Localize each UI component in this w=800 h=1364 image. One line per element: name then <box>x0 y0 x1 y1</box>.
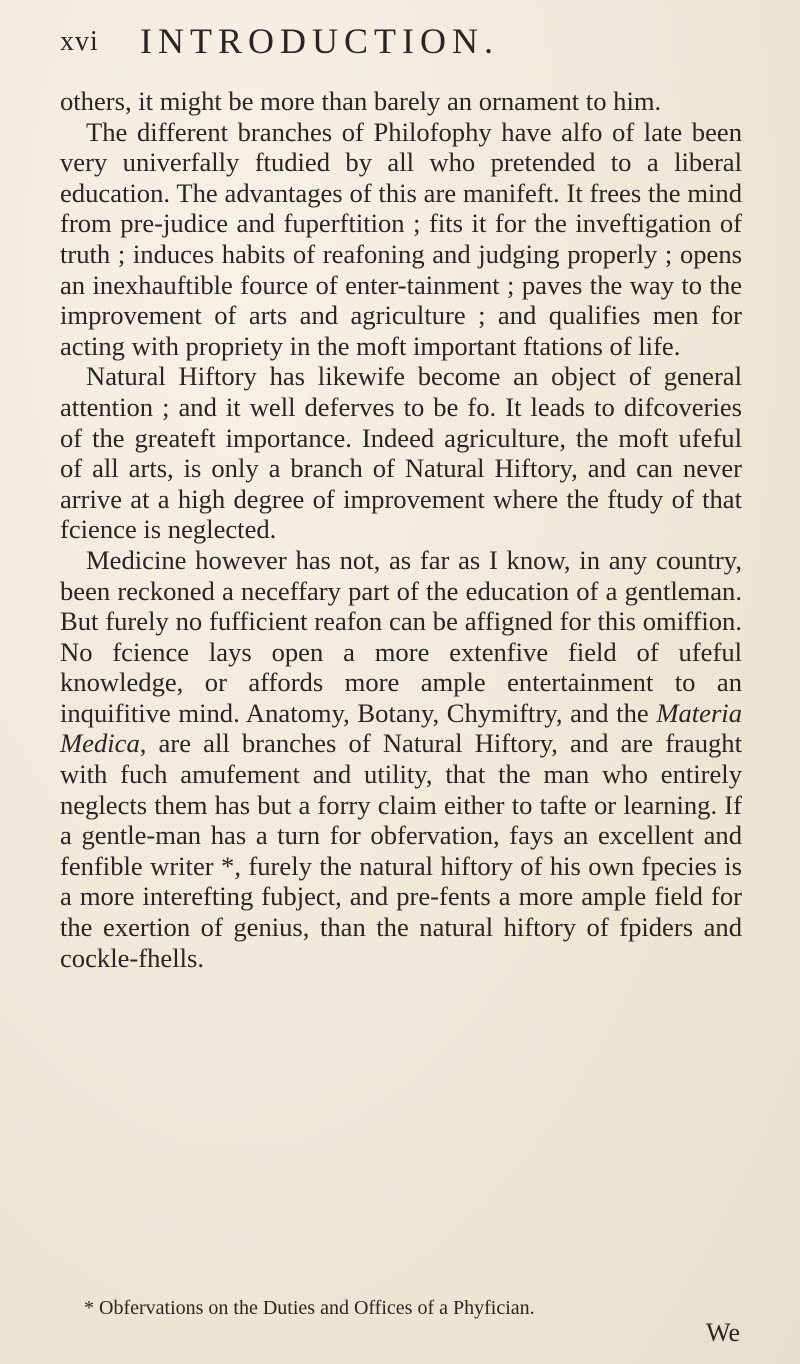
body-text <box>60 86 742 973</box>
page-header <box>60 14 740 62</box>
materia-medica-italic: Materia Medica <box>60 697 742 759</box>
paragraph-1: others, it might be more than barely an ornament to him. <box>60 86 662 116</box>
paragraph-4-text-a: Medicine however has not, as far as I know, in any country, been reckoned a neceffary part of the education of a gentleman. But furely no fufficient reafon can be affigned for this omiffion. No fcience lays open a more extenfive field of ufeful knowledge, or affords more ample entertainment to an inquifitive mind. Anatomy, Botany, Chymiftry, and the <box>60 544 742 728</box>
paragraph-4-text-b: , are all branches of Natural Hiftory, and are fraught with fuch amufement and utility, that the man who entirely neglects them has but a forry claim either to tafte or learning. If a gentle-man has a turn for obfervation, fays an excellent and fenfible writer *, furely the natural hiftory of his own fpecies is a more interefting fubject, and pre-fents a more ample field for the exertion of genius, than the natural hiftory of fpiders and cockle-fhells. <box>60 728 742 973</box>
running-head: INTRODUCTION. <box>140 21 499 61</box>
footnote: * Obfervations on the Duties and Offices of a Phyfician. <box>84 1297 535 1319</box>
paragraph-2: The different branches of Philofophy have alfo of late been very univerfally ftudied by all who pretended to a liberal education. The advantages of this are manifeft. It frees the mind from pre-judice and fuperftition ; fits it for the inveftigation of truth ; induces habits of reafoning and judging properly ; opens an inexhauftible fource of enter-tainment ; paves the way to the improvement of arts and agriculture ; and qualifies men for acting with propriety in the moft important ftations of life. <box>60 116 742 361</box>
catchword: We <box>706 1318 740 1347</box>
paragraph-3: Natural Hiftory has likewife become an object of general attention ; and it well deferves to be fo. It leads to difcoveries of the greateft importance. Indeed agriculture, the moft ufeful of all arts, is only a branch of Natural Hiftory, and can never arrive at a high degree of improvement where the ftudy of that fcience is neglected. <box>60 361 742 545</box>
page-number: xvi <box>60 26 99 57</box>
paragraph-4 <box>60 545 742 973</box>
